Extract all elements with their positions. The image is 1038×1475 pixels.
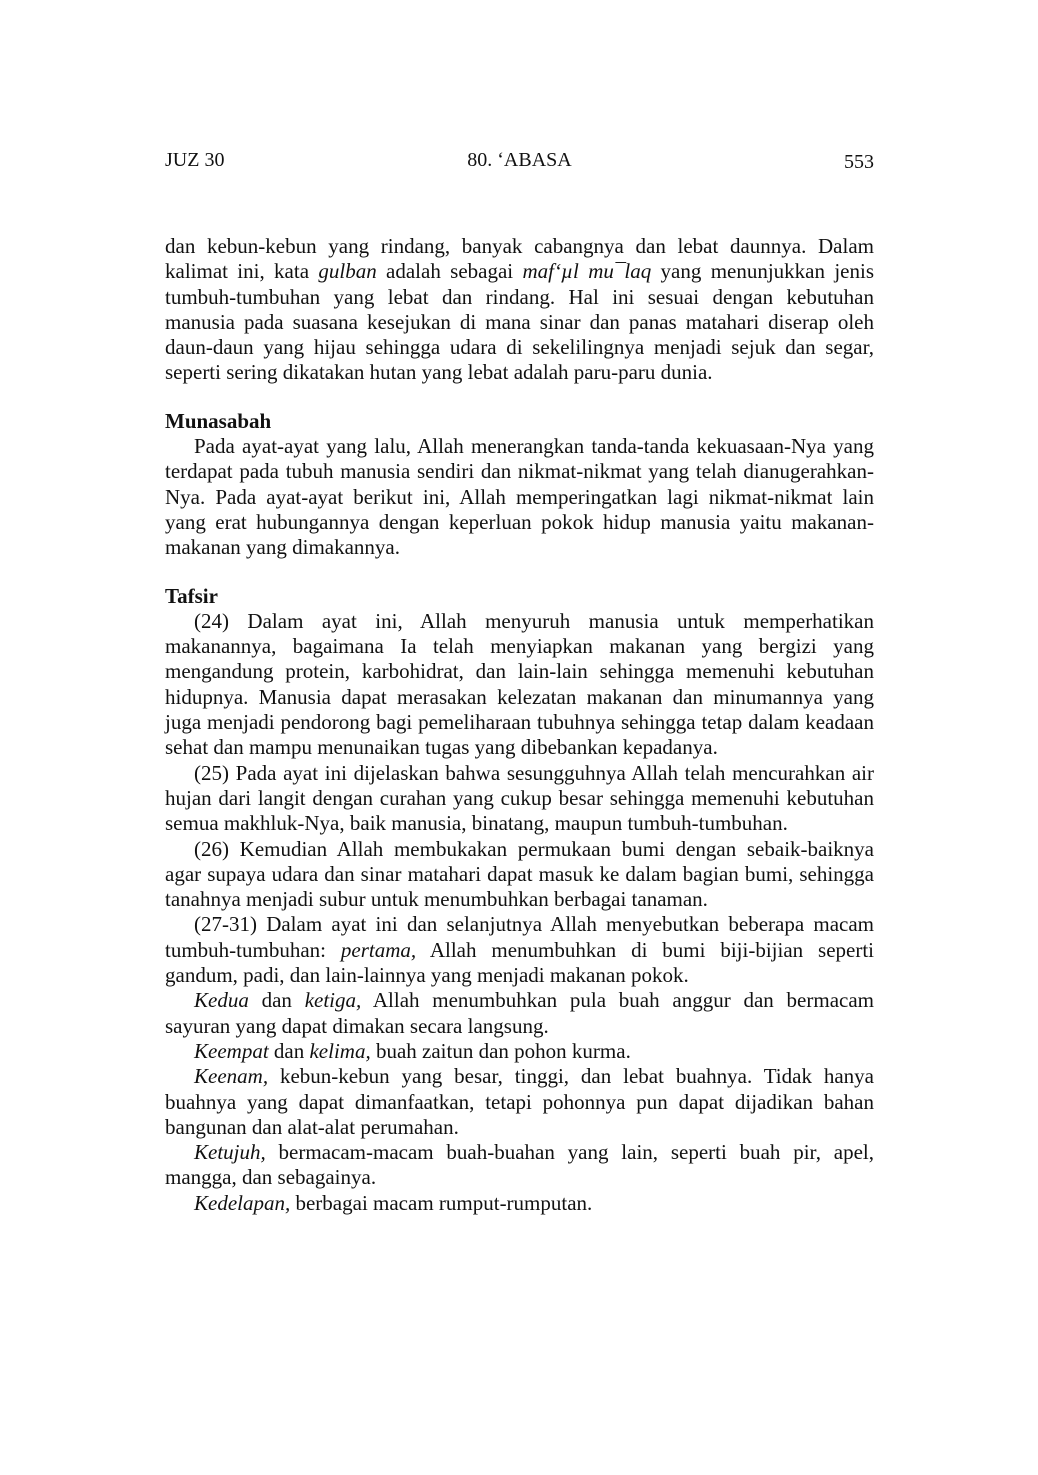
- paragraph-kedelapan: [165, 1191, 874, 1216]
- surah-title: 80. ‘ABASA: [467, 149, 572, 171]
- section-gap: [165, 386, 874, 409]
- term-kedua: Kedua: [194, 988, 249, 1013]
- page-number: 553: [844, 151, 874, 173]
- body-text: [165, 234, 874, 1216]
- p27-text-a: (27-31) Dalam ayat ini dan selanjutnya Allah menyebutkan beberapa macam tumbuh-tumbuhan:: [165, 912, 874, 962]
- connector-dan: dan: [268, 1038, 310, 1063]
- section-gap: [165, 561, 874, 584]
- tafsir-heading: Tafsir: [165, 583, 218, 608]
- keempat-text: buah zaitun dan pohon kurma.: [370, 1038, 631, 1063]
- kedua-text: Allah menumbuhkan pula buah anggur dan bermacam sayuran yang dapat dimakan secara langsung.: [165, 988, 874, 1038]
- tafsir-paragraph-24: (24) Dalam ayat ini, Allah menyuruh manusia untuk memperhatikan makanannya, bagaimana Ia telah menyiapkan makanan yang bergizi yang mengandung protein, karbohidrat, dan lain-lain sehingga memenuhi kebutuhan hidupnya. Manusia dapat merasakan kelezatan makanan dan minumannya yang juga menjadi pendorong bagi pemeliharaan tubuhnya sehingga tetap dalam keadaan sehat dan mampu menunaikan tugas yang dibebankan kepadanya.: [165, 608, 874, 760]
- term-gulban: gulban: [318, 259, 377, 284]
- term-keenam: Keenam,: [194, 1064, 269, 1089]
- term-ketiga: ketiga,: [304, 988, 362, 1013]
- munasabah-paragraph: Pada ayat-ayat yang lalu, Allah menerangkan tanda-tanda kekuasaan-Nya yang terdapat pada tubuh manusia sendiri dan nikmat-nikmat yang telah dianugerahkan-Nya. Pada ayat-ayat berikut ini, Allah memperingatkan lagi nikmat-nikmat lain yang erat hubungannya dengan keperluan pokok hidup manusia yaitu makanan-makanan yang dimakannya.: [165, 434, 874, 560]
- running-header: [165, 145, 874, 175]
- munasabah-heading: Munasabah: [165, 408, 272, 433]
- kedelapan-text: berbagai macam rumput-rumputan.: [290, 1190, 593, 1215]
- keenam-text: kebun-kebun yang besar, tinggi, dan lebat buahnya. Tidak hanya buahnya yang dapat dimanfaatkan, tetapi pohonnya pun dapat dijadikan bahan bangunan dan alat-alat perumahan.: [165, 1064, 874, 1139]
- juz-label: JUZ 30: [165, 149, 225, 171]
- term-kedelapan: Kedelapan,: [194, 1190, 291, 1215]
- term-keempat: Keempat: [194, 1038, 269, 1063]
- tafsir-paragraph-25: (25) Pada ayat ini dijelaskan bahwa sesungguhnya Allah telah mencurahkan air hujan dari langit dengan curahan yang cukup besar sehingga memenuhi kebutuhan semua makhluk-Nya, baik manusia, binatang, maupun tumbuh-tumbuhan.: [165, 760, 874, 836]
- paragraph-ketujuh: [165, 1140, 874, 1191]
- term-kelima: kelima,: [309, 1038, 371, 1063]
- intro-text-2: adalah sebagai: [376, 259, 523, 284]
- paragraph-keenam: [165, 1064, 874, 1140]
- tafsir-paragraph-27-31: [165, 912, 874, 988]
- term-ketujuh: Ketujuh,: [194, 1140, 266, 1165]
- term-maful-mutlaq: maf‘µl mu¯laq: [522, 259, 652, 284]
- paragraph-keempat-kelima: [165, 1039, 874, 1064]
- connector-dan: dan: [248, 988, 305, 1013]
- term-pertama: pertama,: [340, 937, 417, 962]
- intro-text-3: yang menunjukkan jenis tumbuh-tumbuhan yang lebat dan rindang. Hal ini sesuai dengan kebutuhan manusia pada suasana kesejukan di mana sinar dan panas matahari diserap oleh daun-daun yang hijau sehingga udara di sekelilingnya menjadi sejuk dan segar, seperti sering dikatakan hutan yang lebat adalah paru-paru dunia.: [165, 259, 874, 385]
- tafsir-paragraph-26: (26) Kemudian Allah membukakan permukaan bumi dengan sebaik-baiknya agar supaya udara dan sinar matahari dapat masuk ke dalam bagian bumi, sehingga tanahnya menjadi subur untuk menumbuhkan berbagai tanaman.: [165, 836, 874, 912]
- p27-text-b: Allah menumbuhkan di bumi biji-bijian seperti gandum, padi, dan lain-lainnya yang menjadi makanan pokok.: [165, 937, 874, 988]
- intro-text-1: dan kebun-kebun yang rindang, banyak cabangnya dan lebat daunnya. Dalam kalimat ini, kata: [165, 234, 874, 284]
- intro-paragraph: [165, 234, 874, 386]
- ketujuh-text: bermacam-macam buah-buahan yang lain, seperti buah pir, apel, mangga, dan sebagainya.: [165, 1140, 874, 1190]
- paragraph-kedua-ketiga: [165, 988, 874, 1039]
